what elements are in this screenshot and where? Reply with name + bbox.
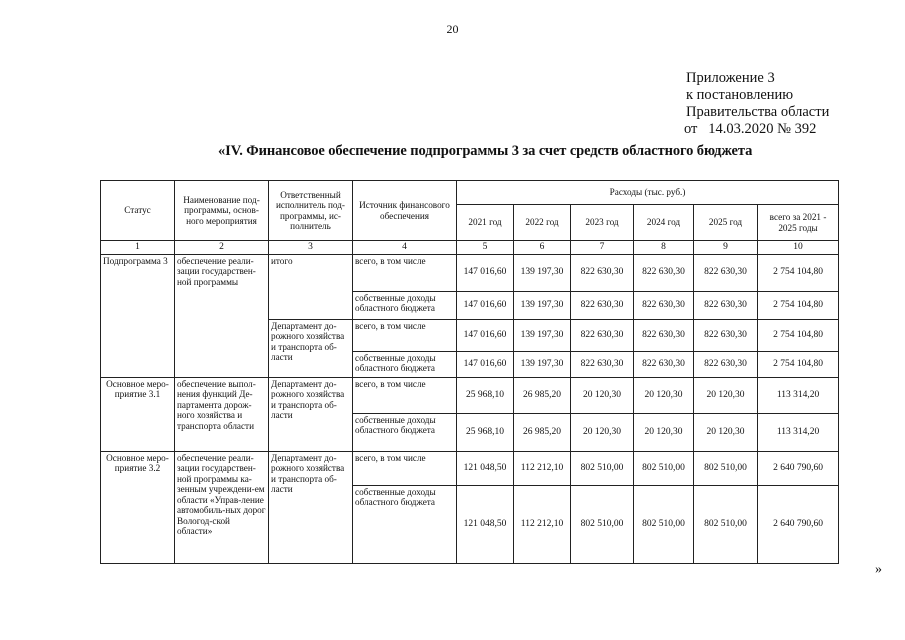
value-cell: 822 630,30 bbox=[571, 254, 634, 291]
appendix-header bbox=[686, 70, 829, 138]
index-cell: 7 bbox=[571, 241, 634, 255]
index-cell: 9 bbox=[694, 241, 758, 255]
header-year-2024: 2024 год bbox=[634, 205, 694, 241]
value-cell: 20 120,30 bbox=[571, 377, 634, 413]
value-cell: 822 630,30 bbox=[571, 319, 634, 351]
value-cell: 139 197,30 bbox=[514, 291, 571, 319]
value-cell: 802 510,00 bbox=[634, 485, 694, 563]
value-cell: 121 048,50 bbox=[457, 451, 514, 485]
source-cell: всего, в том числе bbox=[353, 319, 457, 351]
header-year-2025: 2025 год bbox=[694, 205, 758, 241]
value-cell: 822 630,30 bbox=[571, 291, 634, 319]
index-cell: 6 bbox=[514, 241, 571, 255]
status-cell: Основное меро-приятие 3.2 bbox=[101, 451, 175, 563]
total-cell: 2 754 104,80 bbox=[758, 319, 839, 351]
value-cell: 147 016,60 bbox=[457, 254, 514, 291]
total-cell: 2 754 104,80 bbox=[758, 291, 839, 319]
value-cell: 139 197,30 bbox=[514, 319, 571, 351]
closing-quote: » bbox=[875, 562, 882, 577]
appendix-line-2: к постановлению bbox=[686, 87, 794, 103]
value-cell: 25 968,10 bbox=[457, 377, 514, 413]
table-row bbox=[101, 377, 839, 413]
total-cell: 113 314,20 bbox=[758, 413, 839, 451]
source-cell: всего, в том числе bbox=[353, 377, 457, 413]
executor-cell: Департамент до-рожного хозяйства и транспорта об-ласти bbox=[269, 451, 353, 563]
executor-cell: Департамент до-рожного хозяйства и транспорта об-ласти bbox=[269, 319, 353, 377]
value-cell: 20 120,30 bbox=[694, 413, 758, 451]
source-cell: собственные доходы областного бюджета bbox=[353, 291, 457, 319]
appendix-line-3: Правительства области bbox=[686, 104, 830, 120]
index-cell: 1 bbox=[101, 241, 175, 255]
index-cell: 5 bbox=[457, 241, 514, 255]
status-cell: Подпрограмма 3 bbox=[101, 254, 175, 377]
appendix-line-4: от 14.03.2020 № 392 bbox=[684, 121, 817, 137]
status-cell: Основное меро-приятие 3.1 bbox=[101, 377, 175, 451]
index-cell: 10 bbox=[758, 241, 839, 255]
index-row bbox=[101, 241, 839, 255]
name-cell: обеспечение реали-зации государствен-ной программы bbox=[175, 254, 269, 377]
index-cell: 3 bbox=[269, 241, 353, 255]
header-year-2021: 2021 год bbox=[457, 205, 514, 241]
value-cell: 147 016,60 bbox=[457, 291, 514, 319]
table-row bbox=[101, 451, 839, 485]
value-cell: 26 985,20 bbox=[514, 377, 571, 413]
total-cell: 2 754 104,80 bbox=[758, 254, 839, 291]
table-row bbox=[101, 254, 839, 291]
index-cell: 2 bbox=[175, 241, 269, 255]
header-total: всего за 2021 - 2025 годы bbox=[758, 205, 839, 241]
value-cell: 802 510,00 bbox=[571, 485, 634, 563]
index-cell: 8 bbox=[634, 241, 694, 255]
header-source: Источник финансового обеспечения bbox=[353, 181, 457, 241]
value-cell: 26 985,20 bbox=[514, 413, 571, 451]
value-cell: 147 016,60 bbox=[457, 351, 514, 377]
value-cell: 802 510,00 bbox=[571, 451, 634, 485]
value-cell: 802 510,00 bbox=[694, 485, 758, 563]
name-cell: обеспечение реали-зации государствен-ной программы ка-зенным учреждени-ем области «Управ-ление автомобиль-ных дорог Вологод-ской области» bbox=[175, 451, 269, 563]
source-cell: собственные доходы областного бюджета bbox=[353, 351, 457, 377]
executor-cell: итого bbox=[269, 254, 353, 319]
value-cell: 20 120,30 bbox=[571, 413, 634, 451]
value-cell: 822 630,30 bbox=[571, 351, 634, 377]
header-executor: Ответственный исполнитель под-программы, ис-полнитель bbox=[269, 181, 353, 241]
header-year-2022: 2022 год bbox=[514, 205, 571, 241]
value-cell: 822 630,30 bbox=[694, 351, 758, 377]
value-cell: 147 016,60 bbox=[457, 319, 514, 351]
source-cell: всего, в том числе bbox=[353, 254, 457, 291]
value-cell: 20 120,30 bbox=[634, 413, 694, 451]
value-cell: 822 630,30 bbox=[694, 254, 758, 291]
source-cell: собственные доходы областного бюджета bbox=[353, 485, 457, 563]
total-cell: 2 640 790,60 bbox=[758, 485, 839, 563]
index-cell: 4 bbox=[353, 241, 457, 255]
value-cell: 139 197,30 bbox=[514, 351, 571, 377]
document-title: «IV. Финансовое обеспечение подпрограммы 3 за счет средств областного бюджета bbox=[218, 143, 753, 159]
source-cell: всего, в том числе bbox=[353, 451, 457, 485]
name-cell: обеспечение выпол-нения функций Де-партамента дорож-ного хозяйства и транспорта области bbox=[175, 377, 269, 451]
value-cell: 25 968,10 bbox=[457, 413, 514, 451]
value-cell: 822 630,30 bbox=[634, 351, 694, 377]
appendix-line-1: Приложение 3 bbox=[686, 70, 775, 86]
executor-cell: Департамент до-рожного хозяйства и транспорта об-ласти bbox=[269, 377, 353, 451]
header-status: Статус bbox=[101, 181, 175, 241]
total-cell: 2 640 790,60 bbox=[758, 451, 839, 485]
value-cell: 822 630,30 bbox=[694, 319, 758, 351]
value-cell: 139 197,30 bbox=[514, 254, 571, 291]
header-row bbox=[101, 181, 839, 205]
total-cell: 2 754 104,80 bbox=[758, 351, 839, 377]
value-cell: 822 630,30 bbox=[634, 291, 694, 319]
header-year-2023: 2023 год bbox=[571, 205, 634, 241]
value-cell: 20 120,30 bbox=[634, 377, 694, 413]
value-cell: 112 212,10 bbox=[514, 451, 571, 485]
value-cell: 822 630,30 bbox=[634, 254, 694, 291]
financing-table bbox=[100, 180, 839, 564]
value-cell: 112 212,10 bbox=[514, 485, 571, 563]
header-expenses: Расходы (тыс. руб.) bbox=[457, 181, 839, 205]
source-cell: собственные доходы областного бюджета bbox=[353, 413, 457, 451]
value-cell: 822 630,30 bbox=[634, 319, 694, 351]
header-name: Наименование под-программы, основ-ного мероприятия bbox=[175, 181, 269, 241]
total-cell: 113 314,20 bbox=[758, 377, 839, 413]
value-cell: 802 510,00 bbox=[694, 451, 758, 485]
page-number: 20 bbox=[446, 22, 459, 36]
value-cell: 20 120,30 bbox=[694, 377, 758, 413]
value-cell: 822 630,30 bbox=[694, 291, 758, 319]
value-cell: 121 048,50 bbox=[457, 485, 514, 563]
value-cell: 802 510,00 bbox=[634, 451, 694, 485]
